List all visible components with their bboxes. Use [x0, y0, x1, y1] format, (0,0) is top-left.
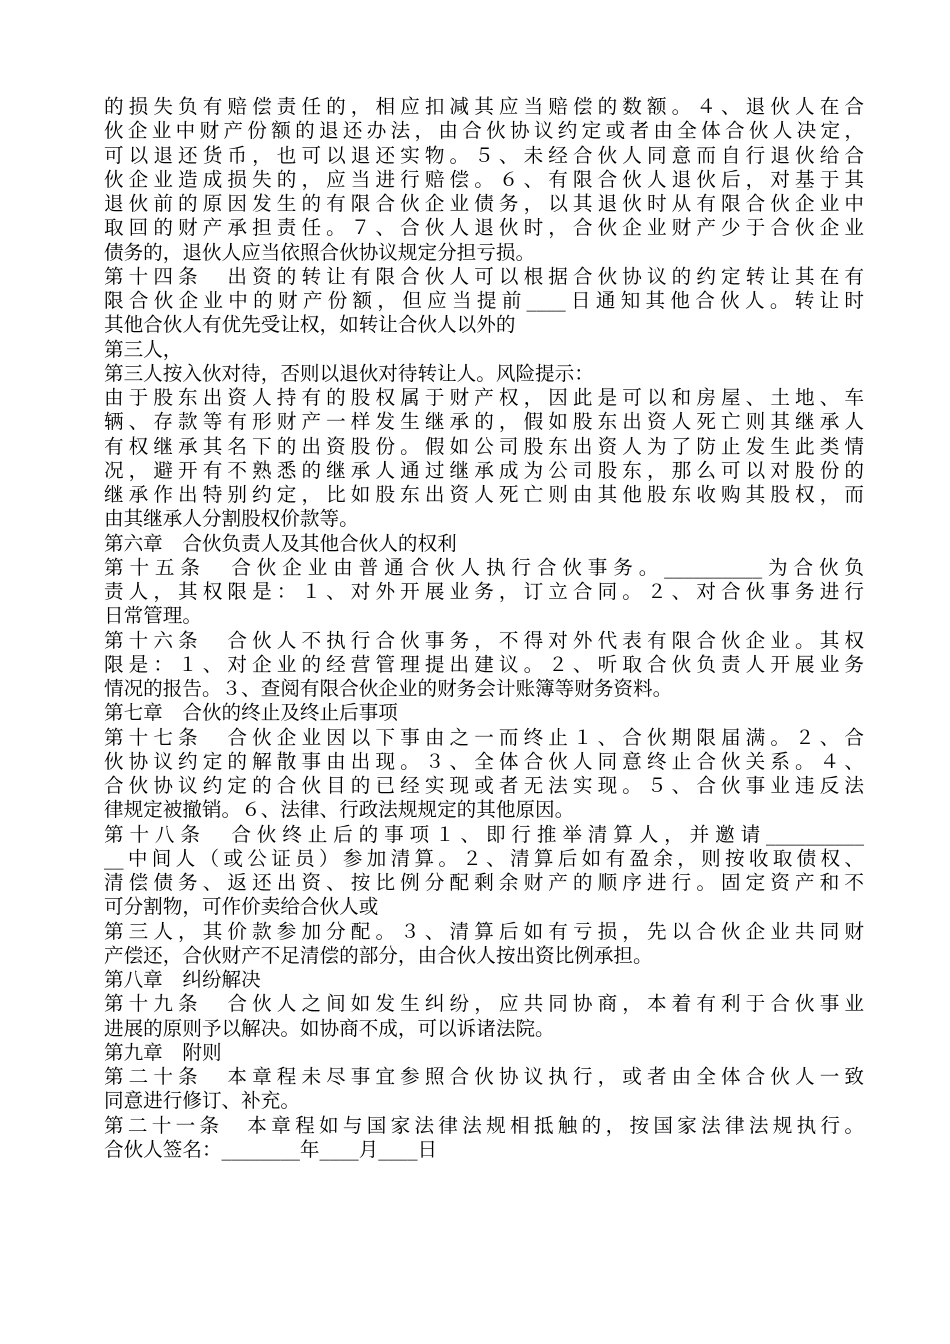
- text-line: 第九章 附则: [104, 1040, 222, 1064]
- text-line: 可以退还货币，也可以退还实物。５、未经合伙人同意而自行退伙给合: [104, 143, 864, 167]
- text-line: 律规定被撤销。６、法律、行政法规规定的其他原因。: [104, 798, 575, 822]
- text-line: 责人，其权限是：１、对外开展业务，订立合同。２、对合伙事务进行: [104, 580, 864, 603]
- text-line: 第三人，其价款参加分配。３、清算后如有亏损，先以合伙企业共同财: [104, 919, 864, 943]
- text-line: 伙企业中财产份额的退还办法，由合伙协议约定或者由全体合伙人决定，: [104, 119, 864, 143]
- text-line: 合伙人签名：________年____月____日: [104, 1137, 438, 1161]
- text-line: 第八章 纠纷解决: [104, 968, 261, 991]
- text-line: 伙协议约定的解散事由出现。３、全体合伙人同意终止合伙关系。４、: [104, 749, 864, 773]
- text-line: 第七章 合伙的终止及终止后事项: [104, 701, 398, 725]
- text-line: 其他合伙人有优先受让权，如转让合伙人以外的: [104, 313, 516, 337]
- text-line: 第二十条 本章程未尽事宜参照合伙协议执行，或者由全体合伙人一致: [104, 1065, 864, 1088]
- text-line: 辆、存款等有形财产一样发生继承的，假如股东出资人死亡则其继承人: [104, 410, 864, 434]
- text-line: 的损失负有赔偿责任的，相应扣减其应当赔偿的数额。４、退伙人在合: [104, 95, 864, 118]
- text-line: 可分割物，可作价卖给合伙人或: [104, 895, 379, 919]
- text-line: 清偿债务、返还出资、按比例分配剩余财产的顺序进行。固定资产和不: [104, 871, 864, 894]
- text-line: 第十四条 出资的转让有限合伙人可以根据合伙协议的约定转让其在有: [104, 264, 864, 288]
- text-line: 第二十一条 本章程如与国家法律法规相抵触的，按国家法律法规执行。: [104, 1113, 864, 1137]
- text-line: 第三人按入伙对待，否则以退伙对待转让人。风险提示：: [104, 361, 594, 385]
- text-line: 限合伙企业中的财产份额，但应当提前____日通知其他合伙人。转让时: [104, 289, 864, 312]
- text-line: 有权继承其名下的出资股份。假如公司股东出资人为了防止发生此类情: [104, 434, 864, 458]
- text-line: 同意进行修订、补充。: [104, 1089, 300, 1113]
- text-line: 伙企业造成损失的，应当进行赔偿。６、有限合伙人退伙后，对基于其: [104, 167, 864, 191]
- text-line: 限是：１、对企业的经营管理提出建议。２、听取合伙负责人开展业务: [104, 652, 864, 676]
- text-line: 合伙协议约定的合伙目的已经实现或者无法实现。５、合伙事业违反法: [104, 774, 864, 797]
- text-line: 由其继承人分割股权价款等。: [104, 507, 359, 531]
- text-line: 产偿还，合伙财产不足清偿的部分，由合伙人按出资比例承担。: [104, 943, 653, 967]
- document-body: [104, 95, 864, 1162]
- text-line: 况，避开有不熟悉的继承人通过继承成为公司股东，那么可以对股份的: [104, 458, 864, 482]
- text-line: 继承作出特别约定，比如股东出资人死亡则由其他股东收购其股权，而: [104, 483, 864, 506]
- text-line: 退伙前的原因发生的有限合伙企业债务，以其退伙时从有限合伙企业中: [104, 192, 864, 215]
- text-line: 情况的报告。３、查阅有限合伙企业的财务会计账簿等财务资料。: [104, 677, 673, 700]
- text-line: 第六章 合伙负责人及其他合伙人的权利: [104, 531, 457, 555]
- text-line: 第十五条 合伙企业由普通合伙人执行合伙事务。__________为合伙负: [104, 555, 864, 579]
- text-line: __中间人（或公证员）参加清算。２、清算后如有盈余，则按收取债权、: [104, 846, 864, 870]
- text-line: 由于股东出资人持有的股权属于财产权，因此是可以和房屋、土地、车: [104, 386, 864, 409]
- text-line: 进展的原则予以解决。如协商不成，可以诉诸法院。: [104, 1016, 555, 1040]
- text-line: 第三人，: [104, 337, 183, 361]
- text-line: 债务的，退伙人应当依照合伙协议规定分担亏损。: [104, 240, 536, 264]
- text-line: 取回的财产承担责任。７、合伙人退伙时，合伙企业财产少于合伙企业: [104, 216, 864, 240]
- text-line: 第十六条 合伙人不执行合伙事务，不得对外代表有限合伙企业。其权: [104, 628, 864, 652]
- text-line: 第十七条 合伙企业因以下事由之一而终止１、合伙期限届满。２、合: [104, 725, 864, 749]
- text-line: 日常管理。: [104, 604, 202, 628]
- text-line: 第十九条 合伙人之间如发生纠纷，应共同协商，本着有利于合伙事业: [104, 992, 864, 1016]
- text-line: 第十八条 合伙终止后的事项１、即行推举清算人，并邀请__________: [104, 822, 864, 846]
